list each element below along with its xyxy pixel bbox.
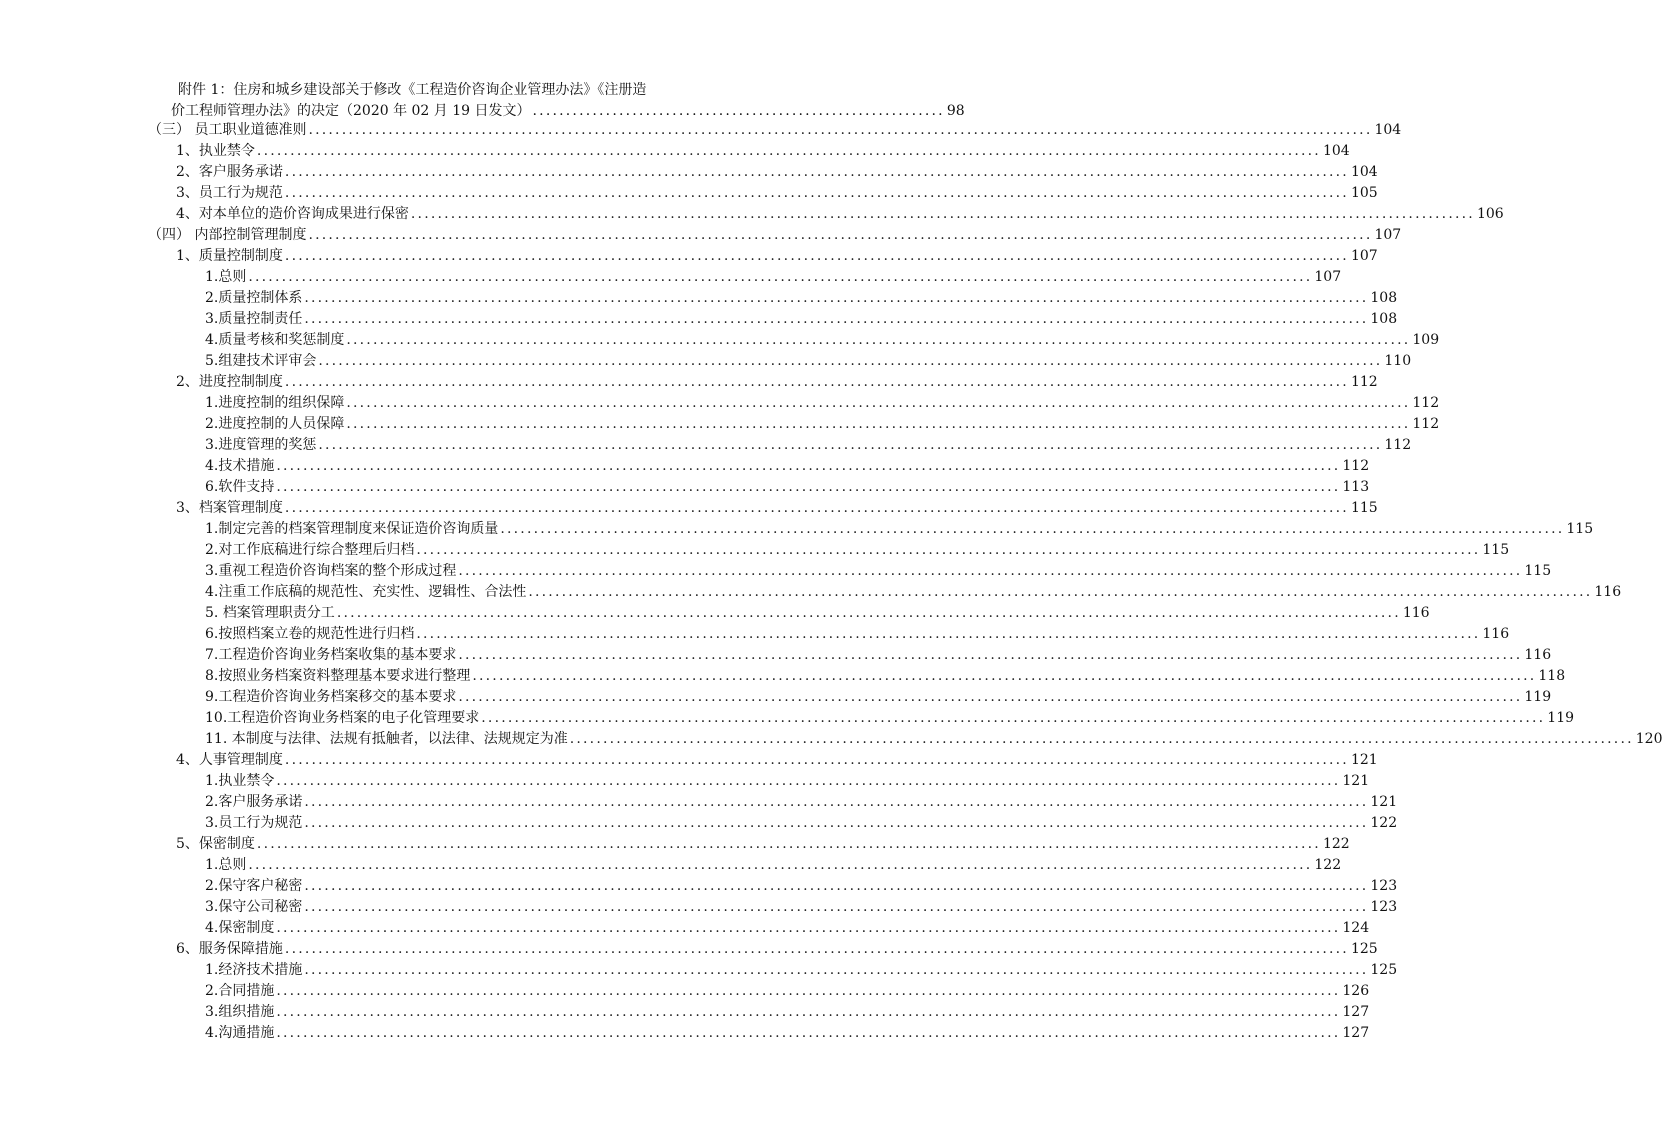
toc-page-number: 120 [1635, 731, 1662, 747]
toc-page-number: 119 [1547, 710, 1575, 726]
toc-page-number: 112 [1342, 458, 1370, 474]
toc-entry-title: 2.保守客户秘密 [205, 878, 303, 894]
toc-leader-dots: ................................................................................................................................................................ [284, 164, 1349, 180]
toc-page-number: 112 [1350, 374, 1378, 390]
toc-page-number: 108 [1370, 311, 1398, 327]
toc-leader-dots: ................................................................................................................................................................ [276, 458, 1341, 474]
toc-page-number: 127 [1342, 1004, 1370, 1020]
toc-entry-title: 5.组建技术评审会 [205, 353, 317, 369]
toc-entry-title: 4.保密制度 [205, 920, 275, 936]
toc-page-number: 126 [1342, 983, 1370, 999]
toc-entry-title: 2.客户服务承诺 [205, 794, 303, 810]
toc-leader-dots: ................................................................................................................................................................ [458, 689, 1523, 705]
toc-entry-title: 3.组织措施 [205, 1004, 275, 1020]
toc-entry-title: 3、员工行为规范 [176, 185, 283, 201]
toc-leader-dots: ................................................................................................................................................................ [276, 479, 1341, 495]
toc-entry[interactable] [205, 1023, 1370, 1044]
toc-entry[interactable] [205, 477, 1370, 498]
toc-leader-dots: ................................................................................................................................................................ [276, 920, 1341, 936]
toc-leader-dots: ................................................................................................................................................................ [481, 710, 1546, 726]
toc-entry[interactable] [205, 624, 1510, 645]
toc-entry[interactable] [205, 687, 1552, 708]
toc-leader-dots: ................................................................................................................................................................ [304, 311, 1369, 327]
toc-leader-dots: ................................................................................................................................................................ [304, 962, 1369, 978]
toc-entry-title: 4.注重工作底稿的规范性、充实性、逻辑性、合法性 [205, 584, 527, 600]
toc-entry-title: 3.员工行为规范 [205, 815, 303, 831]
toc-entry-title: 3.重视工程造价咨询档案的整个形成过程 [205, 563, 457, 579]
toc-leader-dots: ................................................................................................................................................................ [528, 584, 1593, 600]
toc-entry-title: 2、进度控制制度 [176, 374, 283, 390]
toc-page-number: 116 [1524, 647, 1552, 663]
toc-leader-dots: ................................................................................................................................................................ [276, 773, 1341, 789]
toc-page-number: 107 [1314, 269, 1342, 285]
toc-page-number: 112 [1384, 437, 1412, 453]
toc-leader-dots: ................................................................................................................................................................ [304, 878, 1369, 894]
toc-leader-dots: ................................................................................................................................................................ [304, 899, 1369, 915]
toc-entry-title: 1.制定完善的档案管理制度来保证造价咨询质量 [205, 521, 499, 537]
toc-entry[interactable] [205, 330, 1440, 351]
toc-leader-dots: ................................................................................................................................................................ [248, 269, 1313, 285]
toc-entry-title: 1.执业禁令 [205, 773, 275, 789]
toc-leader-dots: ................................................................................................................................................................ [346, 332, 1411, 348]
toc-entry[interactable] [148, 120, 1402, 141]
toc-entry-title: 1、质量控制制度 [176, 248, 283, 264]
toc-leader-dots: ................................................................................................................................................................ [284, 500, 1349, 516]
toc-entry[interactable] [205, 288, 1398, 309]
toc-entry-title: 4、人事管理制度 [176, 752, 283, 768]
toc-entry[interactable] [176, 183, 1378, 204]
toc-entry-title: 1.进度控制的组织保障 [205, 395, 345, 411]
toc-entry[interactable] [205, 792, 1398, 813]
toc-entry-title: 4.沟通措施 [205, 1025, 275, 1041]
toc-page-number: 122 [1322, 836, 1350, 852]
toc-leader-dots: ................................................................................................................................................................ [472, 668, 1537, 684]
toc-entry-title: 1.经济技术措施 [205, 962, 303, 978]
attachment-page-number: 98 [946, 103, 965, 119]
toc-entry[interactable] [176, 498, 1378, 519]
toc-leader-dots: .............................................................. [532, 103, 945, 119]
toc-entry[interactable] [176, 141, 1350, 162]
toc-entry[interactable] [176, 834, 1350, 855]
toc-leader-dots: ................................................................................................................................................................ [284, 752, 1349, 768]
toc-page-number: 112 [1412, 416, 1440, 432]
toc-leader-dots: ................................................................................................................................................................ [336, 605, 1401, 621]
toc-entry[interactable] [205, 813, 1398, 834]
toc-entry[interactable] [205, 960, 1398, 981]
toc-page-number: 116 [1482, 626, 1510, 642]
attachment-title-line2: 价工程师管理办法》的决定（2020 年 02 月 19 日发文） [171, 103, 531, 119]
toc-entry-title: 1.总则 [205, 857, 247, 873]
toc-entry[interactable] [205, 897, 1398, 918]
toc-page-number: 107 [1374, 227, 1402, 243]
toc-entry-title: 3.进度管理的奖惩 [205, 437, 317, 453]
toc-entry[interactable] [205, 435, 1412, 456]
toc-entry-title: 2.进度控制的人员保障 [205, 416, 345, 432]
toc-page-number: 116 [1594, 584, 1622, 600]
toc-entry-title: 2.对工作底稿进行综合整理后归档 [205, 542, 415, 558]
toc-entry[interactable] [205, 645, 1552, 666]
attachment-title-line1: 附件 1：住房和城乡建设部关于修改《工程造价咨询企业管理办法》《注册造 [178, 82, 647, 98]
toc-entry-title: 2.质量控制体系 [205, 290, 303, 306]
toc-page-number: 104 [1350, 164, 1378, 180]
toc-leader-dots: ................................................................................................................................................................ [318, 353, 1383, 369]
toc-entry[interactable] [205, 666, 1566, 687]
toc-page-number: 112 [1412, 395, 1440, 411]
toc-leader-dots: ................................................................................................................................................................ [276, 1025, 1341, 1041]
toc-entry[interactable] [176, 372, 1378, 393]
toc-entry[interactable] [205, 540, 1510, 561]
toc-entry[interactable] [148, 225, 1402, 246]
toc-entry[interactable] [205, 855, 1342, 876]
toc-page-number: 115 [1350, 500, 1378, 516]
toc-page-number: 115 [1566, 521, 1594, 537]
toc-leader-dots: ................................................................................................................................................................ [308, 122, 1373, 138]
toc-page-number: 125 [1370, 962, 1398, 978]
toc-entry[interactable] [205, 456, 1370, 477]
toc-leader-dots: ................................................................................................................................................................ [284, 941, 1349, 957]
toc-page-number: 108 [1370, 290, 1398, 306]
toc-leader-dots: ................................................................................................................................................................ [284, 374, 1349, 390]
toc-entry[interactable] [205, 519, 1594, 540]
toc-entry[interactable] [176, 939, 1378, 960]
toc-entry-title: 6.按照档案立卷的规范性进行归档 [205, 626, 415, 642]
toc-leader-dots: ................................................................................................................................................................ [304, 815, 1369, 831]
toc-page-number: 121 [1350, 752, 1378, 768]
toc-leader-dots: ................................................................................................................................................................ [458, 563, 1523, 579]
toc-leader-dots: ................................................................................................................................................................ [569, 731, 1634, 747]
toc-page-number: 122 [1314, 857, 1342, 873]
toc-entry-title: 5、保密制度 [176, 836, 255, 852]
toc-entry-title: 10.工程造价咨询业务档案的电子化管理要求 [205, 710, 480, 726]
toc-leader-dots: ................................................................................................................................................................ [256, 143, 1321, 159]
toc-page-number: 127 [1342, 1025, 1370, 1041]
toc-entry[interactable] [205, 351, 1412, 372]
toc-page-number: 107 [1350, 248, 1378, 264]
toc-page-number: 104 [1322, 143, 1350, 159]
toc-page-number: 123 [1370, 899, 1398, 915]
toc-leader-dots: ................................................................................................................................................................ [276, 983, 1341, 999]
toc-entry-title: （四） 内部控制管理制度 [148, 227, 307, 243]
toc-entry[interactable] [205, 393, 1440, 414]
toc-entry-title: 2、客户服务承诺 [176, 164, 283, 180]
toc-entry[interactable] [176, 750, 1378, 771]
toc-entry-title: 1、执业禁令 [176, 143, 255, 159]
toc-entry-title: 7.工程造价咨询业务档案收集的基本要求 [205, 647, 457, 663]
toc-entry[interactable] [205, 414, 1440, 435]
toc-entry-title: 4.质量考核和奖惩制度 [205, 332, 345, 348]
toc-page-number: 105 [1350, 185, 1378, 201]
toc-entry-title: 3.保守公司秘密 [205, 899, 303, 915]
toc-entry-title: 1.总则 [205, 269, 247, 285]
toc-leader-dots: ................................................................................................................................................................ [458, 647, 1523, 663]
toc-entry[interactable] [205, 729, 1662, 750]
toc-page-number: 109 [1412, 332, 1440, 348]
toc-page-number: 124 [1342, 920, 1370, 936]
toc-entry-attachment[interactable] [171, 80, 965, 122]
toc-entry-title: 3、档案管理制度 [176, 500, 283, 516]
toc-leader-dots: ................................................................................................................................................................ [346, 395, 1411, 411]
toc-leader-dots: ................................................................................................................................................................ [346, 416, 1411, 432]
toc-page-number: 115 [1524, 563, 1552, 579]
toc-leader-dots: ................................................................................................................................................................ [416, 626, 1481, 642]
toc-leader-dots: ................................................................................................................................................................ [318, 437, 1383, 453]
toc-leader-dots: ................................................................................................................................................................ [308, 227, 1373, 243]
toc-entry-title: 6.软件支持 [205, 479, 275, 495]
toc-entry[interactable] [205, 918, 1370, 939]
toc-page-number: 115 [1482, 542, 1510, 558]
toc-page-number: 122 [1370, 815, 1398, 831]
toc-entry[interactable] [205, 267, 1342, 288]
toc-leader-dots: ................................................................................................................................................................ [416, 542, 1481, 558]
toc-entry[interactable] [176, 162, 1378, 183]
toc-page-number: 106 [1476, 206, 1504, 222]
toc-page-number: 121 [1342, 773, 1370, 789]
toc-entry[interactable] [205, 876, 1398, 897]
toc-entry[interactable] [176, 204, 1504, 225]
toc-entry[interactable] [205, 309, 1398, 330]
toc-page-number: 121 [1370, 794, 1398, 810]
toc-leader-dots: ................................................................................................................................................................ [284, 248, 1349, 264]
toc-entry[interactable] [205, 1002, 1370, 1023]
toc-leader-dots: ................................................................................................................................................................ [256, 836, 1321, 852]
toc-page-number: 110 [1384, 353, 1412, 369]
toc-entry-title: 2.合同措施 [205, 983, 275, 999]
toc-leader-dots: ................................................................................................................................................................ [276, 1004, 1341, 1020]
table-of-contents [0, 120, 1662, 1044]
toc-entry-title: 3.质量控制责任 [205, 311, 303, 327]
toc-entry[interactable] [205, 708, 1575, 729]
toc-entry-title: 6、服务保障措施 [176, 941, 283, 957]
toc-page-number: 118 [1538, 668, 1566, 684]
toc-entry-title: 9.工程造价咨询业务档案移交的基本要求 [205, 689, 457, 705]
toc-page-number: 123 [1370, 878, 1398, 894]
toc-entry[interactable] [176, 246, 1378, 267]
toc-page-number: 119 [1524, 689, 1552, 705]
toc-leader-dots: ................................................................................................................................................................ [500, 521, 1565, 537]
toc-page-number: 104 [1374, 122, 1402, 138]
toc-entry[interactable] [205, 561, 1552, 582]
toc-leader-dots: ................................................................................................................................................................ [304, 794, 1369, 810]
toc-entry-title: 8.按照业务档案资料整理基本要求进行整理 [205, 668, 471, 684]
toc-leader-dots: ................................................................................................................................................................ [410, 206, 1475, 222]
toc-entry[interactable] [205, 582, 1622, 603]
toc-entry-title: （三） 员工职业道德准则 [148, 122, 307, 138]
toc-leader-dots: ................................................................................................................................................................ [284, 185, 1349, 201]
toc-page-number: 113 [1342, 479, 1370, 495]
toc-entry-title: 5. 档案管理职责分工 [205, 605, 335, 621]
toc-entry[interactable] [205, 603, 1430, 624]
toc-entry[interactable] [205, 981, 1370, 1002]
toc-page-number: 125 [1350, 941, 1378, 957]
toc-entry[interactable] [205, 771, 1370, 792]
toc-entry-title: 4.技术措施 [205, 458, 275, 474]
toc-entry-title: 11. 本制度与法律、法规有抵触者，以法律、法规规定为准 [205, 731, 568, 747]
toc-leader-dots: ................................................................................................................................................................ [304, 290, 1369, 306]
toc-page-number: 116 [1402, 605, 1430, 621]
toc-entry-title: 4、对本单位的造价咨询成果进行保密 [176, 206, 409, 222]
toc-leader-dots: ................................................................................................................................................................ [248, 857, 1313, 873]
